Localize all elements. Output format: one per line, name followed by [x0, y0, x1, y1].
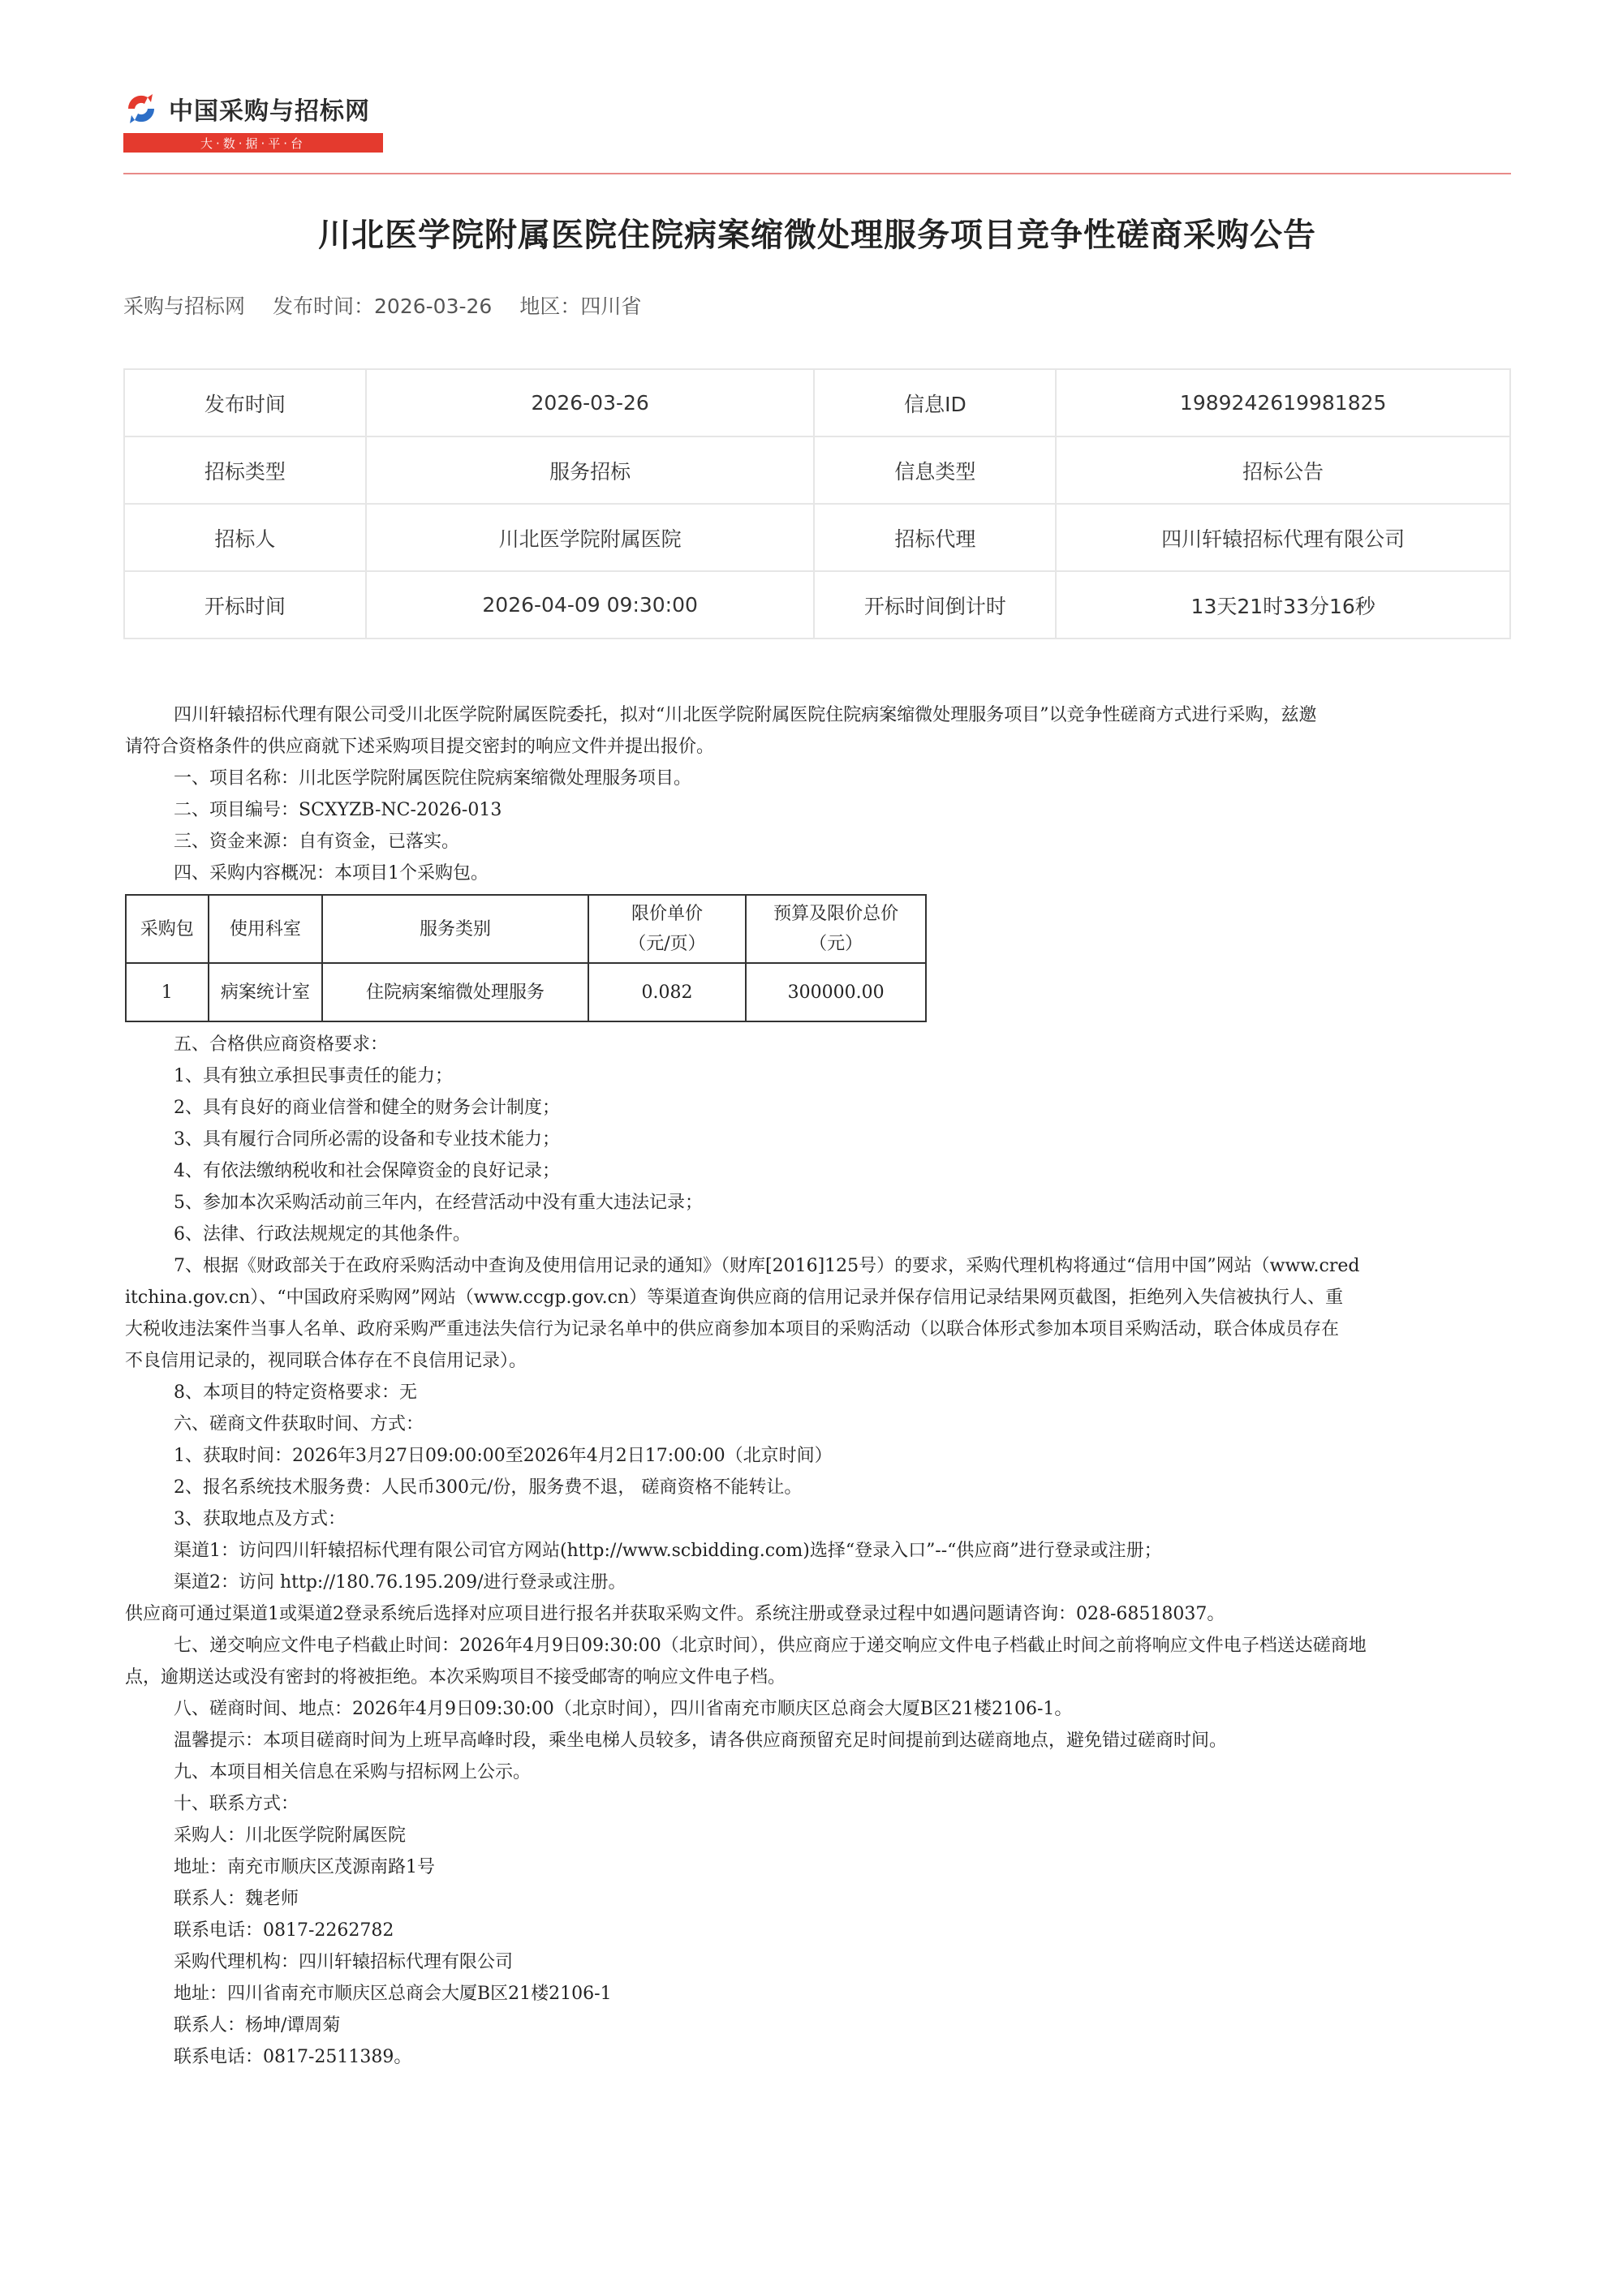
header-cell — [746, 895, 926, 963]
info-value: 2026-03-26 — [366, 369, 815, 436]
table-row — [126, 963, 926, 1021]
contact-line: 联系人：魏老师 — [174, 1889, 299, 1909]
info-value: 13天21时33分16秒 — [1056, 571, 1510, 638]
contact-line: 采购人：川北医学院附属医院 — [174, 1825, 407, 1846]
section-project-name: 一、项目名称：川北医学院附属医院住院病案缩微处理服务项目。 — [174, 768, 692, 789]
contact-line: 地址：四川省南充市顺庆区总商会大厦B区21楼2106-1 — [174, 1984, 612, 2004]
qualification-item-7: 大税收违法案件当事人名单、政府采购严重违法失信行为记录名单中的供应商参加本项目的采购活动（以联合体形式参加本项目采购活动，联合体成员存在 — [125, 1319, 1340, 1339]
meta-source[interactable]: 采购与招标网 — [123, 295, 246, 318]
announcement-body — [125, 699, 1511, 2073]
table-cell: 0.082 — [588, 963, 747, 1021]
section-qualifications-title: 五、合格供应商资格要求： — [174, 1034, 389, 1055]
article-meta — [123, 290, 641, 320]
header-cell: 采购包 — [126, 895, 209, 963]
contact-line: 采购代理机构：四川轩辕招标代理有限公司 — [174, 1952, 514, 1972]
info-label: 开标时间 — [124, 571, 366, 638]
docs-note: 供应商可通过渠道1或渠道2登录系统后选择对应项目进行报名并获取采购文件。系统注册或登录过程中如遇问题请咨询：028-68518037。 — [125, 1604, 1225, 1624]
info-value: 川北医学院附属医院 — [366, 504, 815, 571]
header-line: 限价单价 — [631, 904, 703, 924]
contact-line: 联系电话：0817-2262782 — [174, 1920, 394, 1941]
section-consultation: 八、磋商时间、地点：2026年4月9日09:30:00（北京时间），四川省南充市顺庆区总商会大厦B区21楼2106-1。 — [174, 1699, 1073, 1719]
page-title: 川北医学院附属医院住院病案缩微处理服务项目竞争性磋商采购公告 — [318, 217, 1316, 254]
docs-item: 1、获取时间：2026年3月27日09:00:00至2026年4月2日17:00:00（北京时间） — [174, 1446, 833, 1466]
info-value: 服务招标 — [366, 436, 815, 504]
intro-line: 请符合资格条件的供应商就下述采购项目提交密封的响应文件并提出报价。 — [125, 737, 715, 757]
section-content: 四、采购内容概况：本项目1个采购包。 — [174, 863, 489, 884]
header-line: （元） — [809, 934, 863, 954]
package-table — [125, 894, 927, 1022]
table-cell: 300000.00 — [746, 963, 926, 1021]
contact-line: 联系电话：0817-2511389。 — [174, 2047, 412, 2067]
docs-item: 3、获取地点及方式： — [174, 1509, 346, 1529]
table-row — [124, 571, 1510, 638]
qualification-item: 5、参加本次采购活动前三年内，在经营活动中没有重大违法记录； — [174, 1193, 703, 1213]
logo-subtitle: 大·数·据·平·台 — [123, 133, 383, 153]
info-label: 信息ID — [814, 369, 1056, 436]
qualification-item-7: itchina.gov.cn）、“中国政府采购网”网站（www.ccgp.gov.cn）等渠道查询供应商的信用记录并保存信用记录结果网页截图，拒绝列入失信被执行人、重 — [125, 1288, 1344, 1308]
header-divider — [123, 173, 1511, 174]
header-cell: 使用科室 — [209, 895, 323, 963]
meta-region: 地区：四川省 — [519, 295, 642, 318]
reminder-tip: 温馨提示：本项目磋商时间为上班早高峰时段，乘坐电梯人员较多，请各供应商预留充足时间提前到达磋商地点，避免错过磋商时间。 — [174, 1731, 1228, 1751]
qualification-item: 8、本项目的特定资格要求：无 — [174, 1382, 417, 1403]
channel-1: 渠道1：访问四川轩辕招标代理有限公司官方网站(http://www.scbidding.com)选择“登录入口”--“供应商”进行登录或注册； — [174, 1541, 1162, 1561]
section-funding: 三、资金来源：自有资金，已落实。 — [174, 832, 460, 852]
header-line: 预算及限价总价 — [773, 904, 899, 924]
meta-publish-time: 发布时间：2026-03-26 — [273, 295, 493, 318]
channel-2: 渠道2：访问 http://180.76.195.209/进行登录或注册。 — [174, 1572, 626, 1593]
header-cell — [588, 895, 747, 963]
table-cell: 1 — [126, 963, 209, 1021]
section-deadline: 七、递交响应文件电子档截止时间：2026年4月9日09:30:00（北京时间），供应商应于递交响应文件电子档截止时间之前将响应文件电子档送达磋商地 — [174, 1636, 1367, 1656]
info-label: 招标代理 — [814, 504, 1056, 571]
table-header-row — [126, 895, 926, 963]
intro-line: 四川轩辕招标代理有限公司受川北医学院附属医院委托，拟对“川北医学院附属医院住院病案缩微处理服务项目”以竞争性磋商方式进行采购，兹邀 — [174, 705, 1317, 725]
table-cell: 住院病案缩微处理服务 — [322, 963, 588, 1021]
contact-line: 地址：南充市顺庆区茂源南路1号 — [174, 1857, 435, 1877]
table-cell: 病案统计室 — [209, 963, 323, 1021]
logo-text: 中国采购与招标网 — [169, 97, 370, 126]
site-logo[interactable] — [123, 91, 383, 153]
info-table — [123, 368, 1511, 639]
header-cell: 服务类别 — [322, 895, 588, 963]
qualification-item: 2、具有良好的商业信誉和健全的财务会计制度； — [174, 1098, 560, 1118]
info-value: 招标公告 — [1056, 436, 1510, 504]
contact-line: 联系人：杨坤/谭周菊 — [174, 2015, 341, 2036]
section-deadline: 点，逾期送达或没有密封的将被拒绝。本次采购项目不接受邮寄的响应文件电子档。 — [125, 1667, 786, 1688]
logo-icon — [123, 91, 159, 127]
qualification-item-7: 7、根据《财政部关于在政府采购活动中查询及使用信用记录的通知》（财库[2016]125号）的要求，采购代理机构将通过“信用中国”网站（www.cred — [174, 1256, 1360, 1276]
section-project-number: 二、项目编号：SCXYZB-NC-2026-013 — [174, 800, 502, 820]
info-value: 2026-04-09 09:30:00 — [366, 571, 815, 638]
info-label: 招标人 — [124, 504, 366, 571]
info-value: 1989242619981825 — [1056, 369, 1510, 436]
section-contact-title: 十、联系方式： — [174, 1794, 299, 1814]
section-docs-title: 六、磋商文件获取时间、方式： — [174, 1414, 424, 1434]
info-label: 信息类型 — [814, 436, 1056, 504]
qualification-item-7: 不良信用记录的，视同联合体存在不良信用记录）。 — [125, 1351, 527, 1371]
docs-item: 2、报名系统技术服务费：人民币300元/份，服务费不退， 磋商资格不能转让。 — [174, 1477, 803, 1498]
table-row — [124, 504, 1510, 571]
info-label: 开标时间倒计时 — [814, 571, 1056, 638]
qualification-item: 1、具有独立承担民事责任的能力； — [174, 1066, 453, 1086]
info-label: 招标类型 — [124, 436, 366, 504]
qualification-item: 3、具有履行合同所必需的设备和专业技术能力； — [174, 1129, 560, 1150]
table-row — [124, 369, 1510, 436]
info-value: 四川轩辕招标代理有限公司 — [1056, 504, 1510, 571]
header-line: （元/页） — [628, 934, 706, 954]
qualification-item: 4、有依法缴纳税收和社会保障资金的良好记录； — [174, 1161, 560, 1181]
section-publicity: 九、本项目相关信息在采购与招标网上公示。 — [174, 1762, 532, 1782]
info-label: 发布时间 — [124, 369, 366, 436]
qualification-item: 6、法律、行政法规规定的其他条件。 — [174, 1224, 471, 1245]
table-row — [124, 436, 1510, 504]
